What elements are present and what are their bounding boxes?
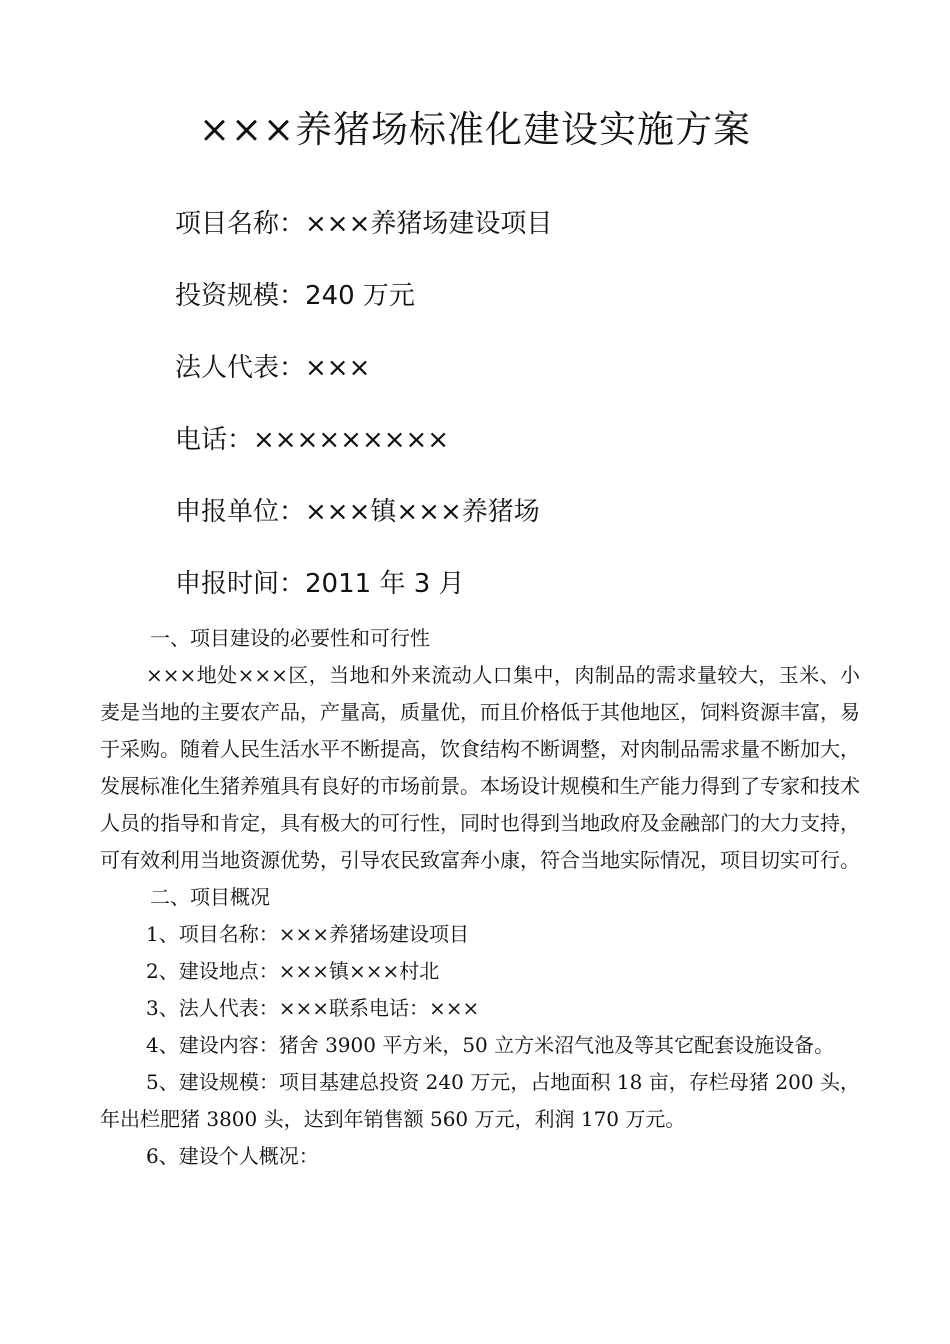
info-label: 申报单位： — [175, 497, 306, 527]
overview-item-project-name: 1、项目名称：×××养猪场建设项目 — [146, 922, 469, 946]
info-value: 240 万元 — [305, 281, 415, 311]
info-label: 投资规模： — [175, 281, 306, 311]
document-body — [100, 620, 860, 1175]
project-info-list — [175, 202, 552, 634]
overview-item-personal-profile: 6、建设个人概况： — [146, 1144, 319, 1168]
info-legal-representative — [175, 346, 552, 418]
section-2-heading: 二、项目概况 — [150, 885, 270, 909]
overview-item-construction-scale: 5、建设规模：项目基建总投资 240 万元，占地面积 18 亩，存栏母猪 200 头，年出栏肥猪 3800 头，达到年销售额 560 万元，利润 170 万元。 — [100, 1070, 860, 1131]
section-1-paragraph: ×××地处×××区，当地和外来流动人口集中，肉制品的需求量较大，玉米、小麦是当地的主要农产品，产量高，质量优，而且价格低于其他地区，饲料资源丰富，易于采购。随着人民生活水平不断提高，饮食结构不断调整，对肉制品需求量不断加大，发展标准化生猪养殖具有良好的市场前景。本场设计规模和生产能力得到了专家和技术人员的指导和肯定，具有极大的可行性，同时也得到当地政府及金融部门的大力支持，可有效利用当地资源优势，引导农民致富奔小康，符合当地实际情况，项目切实可行。 — [100, 663, 860, 872]
document-title: ×××养猪场标准化建设实施方案 — [198, 108, 751, 151]
info-value: ×××镇×××养猪场 — [305, 497, 540, 527]
info-label: 申报时间： — [175, 569, 306, 599]
info-label: 法人代表： — [175, 353, 306, 383]
info-value: ×××养猪场建设项目 — [305, 209, 553, 239]
info-investment-scale — [175, 274, 552, 346]
info-label: 电话： — [175, 425, 254, 455]
section-1-heading: 一、项目建设的必要性和可行性 — [150, 626, 430, 650]
info-project-name — [175, 202, 552, 274]
info-value: 2011 年 3 月 — [305, 569, 465, 599]
overview-item-location: 2、建设地点：×××镇×××村北 — [146, 959, 440, 983]
info-value: ××××××××× — [253, 425, 450, 455]
info-label: 项目名称： — [175, 209, 306, 239]
overview-item-legal-representative: 3、法人代表：×××联系电话：××× — [146, 996, 480, 1020]
info-value: ××× — [305, 353, 371, 383]
overview-item-construction-content: 4、建设内容：猪舍 3900 平方米，50 立方米沼气池及等其它配套设施设备。 — [146, 1033, 835, 1057]
info-phone — [175, 418, 552, 490]
info-applicant — [175, 490, 552, 562]
